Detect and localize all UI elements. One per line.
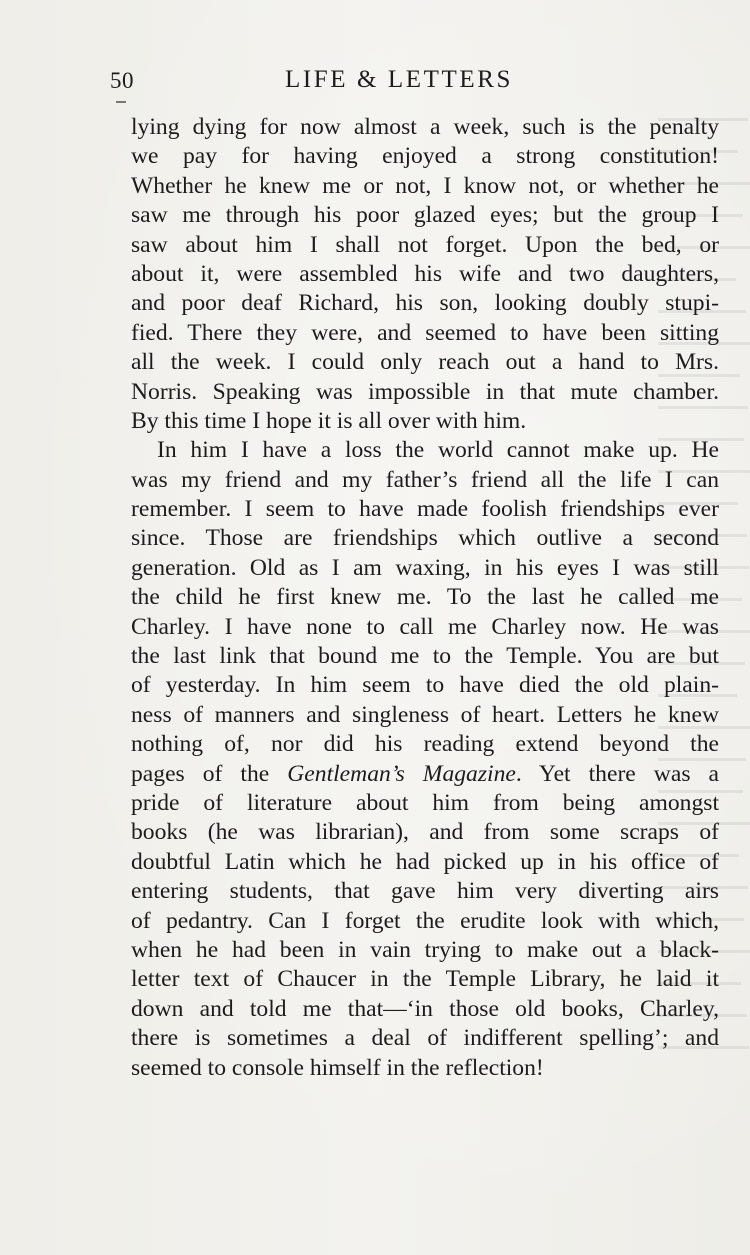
text-line: books (he was librarian), and from some scraps of (131, 819, 719, 846)
text-line: about it, were assembled his wife and two daughters, (131, 260, 719, 287)
text-line: down and told me that—‘in those old books, Charley, (131, 995, 719, 1022)
text-line: letter text of Chaucer in the Temple Library, he laid it (131, 966, 719, 993)
text-line: the last link that bound me to the Temple. You are but (131, 643, 719, 670)
text-line: seemed to console himself in the reflection! (131, 1054, 544, 1081)
text-line: all the week. I could only reach out a hand to Mrs. (131, 349, 719, 376)
text-line: ness of manners and singleness of heart. Letters he knew (131, 701, 719, 728)
text-line: of yesterday. In him seem to have died the old plain- (131, 672, 719, 699)
text-line: saw me through his poor glazed eyes; but the group I (131, 202, 719, 229)
text-fragment: . Yet there was a (515, 760, 719, 787)
text-line: of pedantry. Can I forget the erudite look with which, (131, 907, 719, 934)
text-line: since. Those are friendships which outlive a second (131, 525, 719, 552)
body-text (131, 113, 719, 1083)
text-line: we pay for having enjoyed a strong constitution! (131, 143, 719, 170)
text-line: By this time I hope it is all over with him. (131, 407, 527, 434)
text-line: when he had been in vain trying to make out a black- (131, 936, 719, 963)
text-line: the child he first knew me. To the last he called me (131, 584, 719, 611)
text-line: nothing of, nor did his reading extend beyond the (131, 731, 719, 758)
text-line: lying dying for now almost a week, such is the penalty (131, 114, 719, 140)
text-line: Norris. Speaking was impossible in that mute chamber. (131, 378, 719, 405)
text-line: saw about him I shall not forget. Upon the bed, or (131, 231, 719, 258)
magazine-title: Gentleman’s Magazine (287, 760, 516, 787)
text-line: remember. I seem to have made foolish friendships ever (131, 496, 719, 523)
text-line: Charley. I have none to call me Charley now. He was (131, 613, 719, 640)
text-line: pride of literature about him from being amongst (131, 789, 719, 816)
text-fragment: pages of the (131, 760, 288, 787)
text-line: generation. Old as I am waxing, in his eyes I was still (131, 554, 719, 581)
text-line: there is sometimes a deal of indifferent spelling’; and (131, 1025, 719, 1052)
page-number: 50 (110, 68, 134, 93)
text-line: and poor deaf Richard, his son, looking doubly stupi- (131, 290, 719, 317)
running-head: LIFE & LETTERS (285, 66, 514, 93)
text-line: In him I have a loss the world cannot make up. He (157, 437, 719, 464)
page-header (0, 64, 750, 100)
text-line: entering students, that gave him very diverting airs (131, 878, 719, 905)
text-line: doubtful Latin which he had picked up in his office of (131, 848, 719, 875)
text-line-with-italic-title (131, 760, 719, 789)
text-line: was my friend and my father’s friend all the life I can (131, 466, 719, 493)
text-line: Whether he knew me or not, I know not, or whether he (131, 172, 719, 199)
ink-speck (116, 101, 126, 103)
text-line: fied. There they were, and seemed to have been sitting (131, 319, 719, 346)
